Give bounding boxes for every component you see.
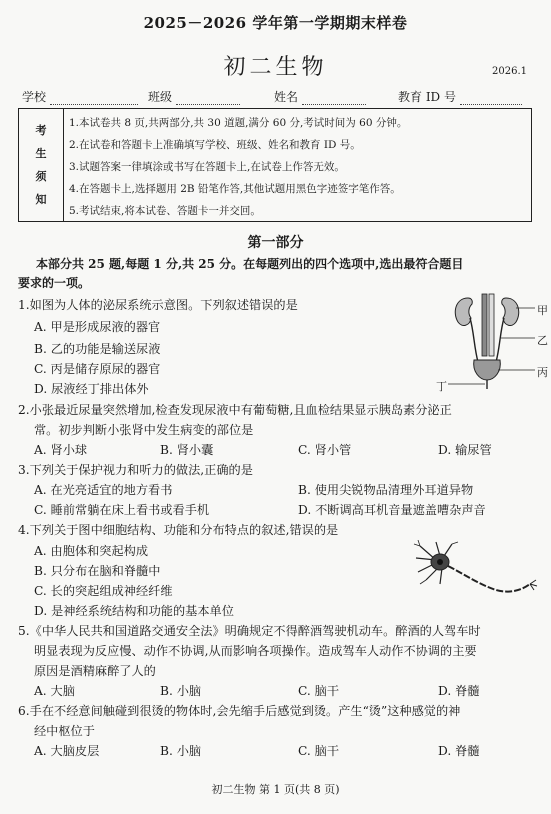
neuron-figure xyxy=(412,540,540,604)
option-b[interactable]: B. 使用尖锐物品清理外耳道异物 xyxy=(298,483,474,497)
question-stem: 原因是酒精麻醉了人的 xyxy=(34,664,156,678)
option-a[interactable]: A. 肾小球 xyxy=(34,443,88,457)
field-class-blank[interactable] xyxy=(176,92,240,105)
question-stem: 6.手在不经意间触碰到很烫的物体时,会先缩手后感觉到烫。产生“烫”这种感觉的神 xyxy=(18,704,461,718)
notice-box xyxy=(18,108,532,222)
section-intro-line: 要求的一项。 xyxy=(18,276,91,290)
notice-item: 1.本试卷共 8 页,共两部分,共 30 道题,满分 60 分,考试时间为 60 分钟。 xyxy=(69,117,408,129)
field-class-label: 班级 xyxy=(148,90,173,104)
exam-title: 2025－2026 学年第一学期期末样卷 xyxy=(143,14,408,32)
field-eduid-label: 教育 ID 号 xyxy=(398,90,456,104)
figure-label-jia: 甲 xyxy=(537,304,548,317)
option-b[interactable]: B. 小脑 xyxy=(160,744,202,758)
option-d[interactable]: D. 不断调高耳机音量遮盖嘈杂声音 xyxy=(298,503,486,517)
question-stem: 常。初步判断小张肾中发生病变的部位是 xyxy=(34,423,254,437)
option-d[interactable]: D. 输尿管 xyxy=(438,443,492,457)
nucleus xyxy=(437,559,443,565)
figure-label-yi: 乙 xyxy=(537,334,548,347)
option-c[interactable]: C. 脑干 xyxy=(298,684,340,698)
axon xyxy=(448,566,530,592)
section-title: 第一部分 xyxy=(247,235,304,251)
option-d[interactable]: D. 尿液经丁排出体外 xyxy=(34,382,149,396)
question-stem: 2.小张最近尿量突然增加,检查发现尿液中有葡萄糖,且血检结果显示胰岛素分泌正 xyxy=(18,403,452,417)
vessel-shape xyxy=(482,294,487,356)
kidney-left-shape xyxy=(455,298,472,325)
ureter-right xyxy=(496,318,504,362)
question-stem: 5.《中华人民共和国道路交通安全法》明确规定不得醉酒驾驶机动车。醉酒的人驾车时 xyxy=(18,624,481,638)
notice-item: 3.试题答案一律填涂或书写在答题卡上,在试卷上作答无效。 xyxy=(69,161,345,173)
option-c[interactable]: C. 长的突起组成神经纤维 xyxy=(34,584,173,598)
urinary-system-figure xyxy=(438,292,542,392)
option-c[interactable]: C. 肾小管 xyxy=(298,443,352,457)
notice-heading-char: 考 xyxy=(35,124,47,137)
notice-item: 4.在答题卡上,选择题用 2B 铅笔作答,其他试题用黑色字迹签字笔作答。 xyxy=(69,183,401,195)
field-school-blank[interactable] xyxy=(50,92,138,105)
option-c[interactable]: C. 脑干 xyxy=(298,744,340,758)
bladder-shape xyxy=(474,360,501,380)
subject-title: 初二生物 xyxy=(223,55,328,80)
notice-heading-char: 须 xyxy=(35,170,47,183)
question-stem: 明显表现为反应慢、动作不协调,从而影响各项操作。造成驾车人动作不协调的主要 xyxy=(34,644,477,658)
option-a[interactable]: A. 大脑 xyxy=(34,684,75,698)
ureter-left xyxy=(470,318,478,362)
question-stem: 3.下列关于保护视力和听力的做法,正确的是 xyxy=(18,463,253,477)
page-footer: 初二生物 第 1 页(共 8 页) xyxy=(211,783,340,796)
field-class xyxy=(148,88,240,105)
option-b[interactable]: B. 小脑 xyxy=(160,684,202,698)
question-stem: 4.下列关于图中细胞结构、功能和分布特点的叙述,错误的是 xyxy=(18,523,339,537)
question-stem: 1.如图为人体的泌尿系统示意图。下列叙述错误的是 xyxy=(18,298,298,312)
notice-heading xyxy=(19,109,64,221)
option-d[interactable]: D. 脊髓 xyxy=(438,684,480,698)
option-d[interactable]: D. 是神经系统结构和功能的基本单位 xyxy=(34,604,234,618)
option-c[interactable]: C. 睡前常躺在床上看书或看手机 xyxy=(34,503,210,517)
option-a[interactable]: A. 甲是形成尿液的器官 xyxy=(34,320,161,334)
notice-item: 2.在试卷和答题卡上准确填写学校、班级、姓名和教育 ID 号。 xyxy=(69,139,361,151)
section-intro-line: 本部分共 25 题,每题 1 分,共 25 分。在每题列出的四个选项中,选出最符合题目 xyxy=(36,257,464,271)
option-b[interactable]: B. 肾小囊 xyxy=(160,443,214,457)
field-school-label: 学校 xyxy=(22,90,47,104)
option-d[interactable]: D. 脊髓 xyxy=(438,744,480,758)
question-stem: 经中枢位于 xyxy=(34,724,95,738)
exam-date: 2026.1 xyxy=(492,66,527,77)
figure-label-bing: 丙 xyxy=(537,366,548,379)
field-eduid xyxy=(398,88,522,105)
notice-heading-char: 生 xyxy=(35,147,47,160)
field-name xyxy=(274,88,366,105)
notice-heading-char: 知 xyxy=(35,193,47,206)
option-b[interactable]: B. 乙的功能是输送尿液 xyxy=(34,342,161,356)
option-b[interactable]: B. 只分布在脑和脊髓中 xyxy=(34,564,161,578)
notice-item: 5.考试结束,将本试卷、答题卡一并交回。 xyxy=(69,205,261,217)
axon-terminals xyxy=(530,580,537,590)
option-a[interactable]: A. 大脑皮层 xyxy=(34,744,100,758)
option-a[interactable]: A. 由胞体和突起构成 xyxy=(34,544,149,558)
figure-label-ding: 丁 xyxy=(436,380,447,393)
field-school xyxy=(22,88,138,105)
field-name-label: 姓名 xyxy=(274,90,299,104)
option-c[interactable]: C. 丙是储存原尿的器官 xyxy=(34,362,161,376)
kidney-right-shape xyxy=(502,298,519,325)
option-a[interactable]: A. 在光亮适宜的地方看书 xyxy=(34,483,173,497)
vessel-shape xyxy=(489,294,494,356)
field-eduid-blank[interactable] xyxy=(460,92,522,105)
field-name-blank[interactable] xyxy=(302,92,366,105)
